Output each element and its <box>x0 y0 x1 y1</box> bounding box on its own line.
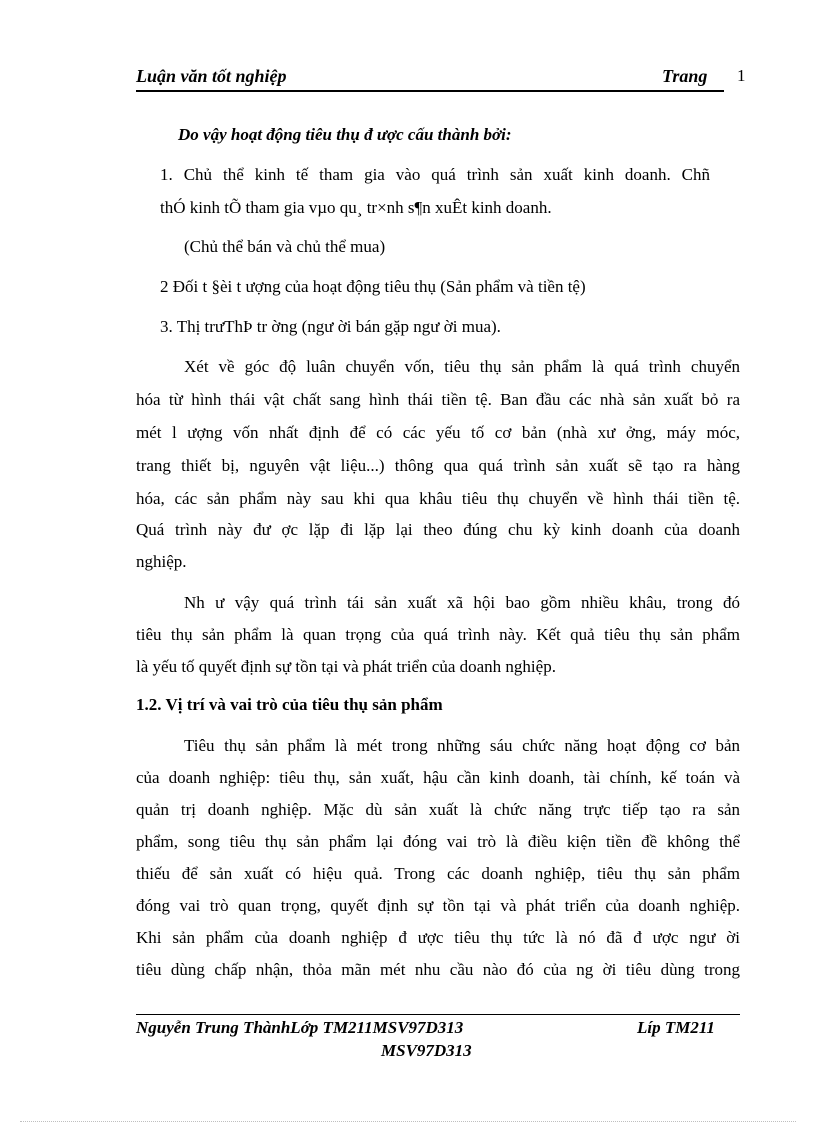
paragraph-line: tiêu thụ sản phẩm là quan trọng của quá trình này. Kết quả tiêu thụ sản phẩm <box>136 625 740 644</box>
paragraph-line: hóa, các sản phẩm này sau khi qua khâu tiêu thụ chuyển về hình thái tiền tệ. <box>136 489 740 508</box>
list-item-2: 2 Đối t §èi t ượng của hoạt động tiêu thụ (Sản phẩm và tiền tệ) <box>160 277 586 296</box>
footer-class-label: Líp TM211 <box>637 1018 715 1037</box>
header-rule <box>136 90 724 92</box>
paragraph-line: Xét về góc độ luân chuyển vốn, tiêu thụ sản phẩm là quá trình chuyển <box>184 357 740 376</box>
header-page-label: Trang <box>662 66 708 86</box>
footer-rule <box>136 1014 740 1015</box>
paragraph-line: nghiệp. <box>136 552 187 571</box>
footer-student-id: MSV97D313 <box>381 1041 472 1060</box>
paragraph-line: thiếu để sản xuất có hiệu quả. Trong các doanh nghiệp, tiêu thụ sản phẩm <box>136 864 740 883</box>
list-item-1-note: (Chủ thể bán và chủ thể mua) <box>184 237 386 256</box>
paragraph-line: tiêu dùng chấp nhận, thỏa mãn mét nhu cầu nào đó của ng ời tiêu dùng trong <box>136 960 740 979</box>
paragraph-line: phẩm, song tiêu thụ sản phẩm lại đóng vai trò là điều kiện tiền đề không thể <box>136 832 740 851</box>
header-page-number: 1 <box>737 66 746 85</box>
paragraph-line: Tiêu thụ sản phẩm là mét trong những sáu chức năng hoạt động cơ bản <box>184 736 740 755</box>
paragraph-line: hóa từ hình thái vật chất sang hình thái tiền tệ. Ban đầu các nhà sản xuất bỏ ra <box>136 390 740 409</box>
paragraph-line: quản trị doanh nghiệp. Mặc dù sản xuất là chức năng trực tiếp tạo ra sản <box>136 800 740 819</box>
paragraph-line: Khi sản phẩm của doanh nghiệp đ ược tiêu thụ tức là nó đã đ ược ngư ời <box>136 928 740 947</box>
section-intro-heading: Do vậy hoạt động tiêu thụ đ ược cấu thành bởi: <box>178 125 512 144</box>
footer-author-class: Nguyễn Trung ThànhLớp TM211MSV97D313 <box>136 1018 464 1037</box>
paragraph-line: mét l ượng vốn nhất định để có các yếu tố cơ bản (nhà xư ởng, máy móc, <box>136 423 740 442</box>
section-heading: 1.2. Vị trí và vai trò của tiêu thụ sản phẩm <box>136 695 443 714</box>
paragraph-line: Nh ư vậy quá trình tái sản xuất xã hội bao gồm nhiều khâu, trong đó <box>184 593 740 612</box>
paragraph-line: trang thiết bị, nguyên vật liệu...) thông qua quá trình sản xuất sẽ tạo ra hàng <box>136 456 740 475</box>
paragraph-line: Quá trình này đư ợc lặp đi lặp lại theo đúng chu kỳ kinh doanh của doanh <box>136 520 740 539</box>
list-item-3: 3. Thị trưThÞ tr ờng (ngư ời bán gặp ngư ời mua). <box>160 317 501 336</box>
header-title: Luận văn tốt nghiệp <box>136 66 287 86</box>
list-item-1-duplicate: thÓ kinh tÕ tham gia vµo qu¸ tr×nh s¶n xuÊt kinh doanh. <box>160 198 552 217</box>
paragraph-line: của doanh nghiệp: tiêu thụ, sản xuất, hậu cần kinh doanh, tài chính, kế toán và <box>136 768 740 787</box>
list-item-1: 1. Chủ thể kinh tế tham gia vào quá trình sản xuất kinh doanh. Chñ <box>160 165 710 184</box>
page-bottom-border <box>20 1121 796 1122</box>
paragraph-line: đóng vai trò quan trọng, quyết định sự tồn tại và phát triển của doanh nghiệp. <box>136 896 740 915</box>
paragraph-line: là yếu tố quyết định sự tồn tại và phát triển của doanh nghiệp. <box>136 657 556 676</box>
